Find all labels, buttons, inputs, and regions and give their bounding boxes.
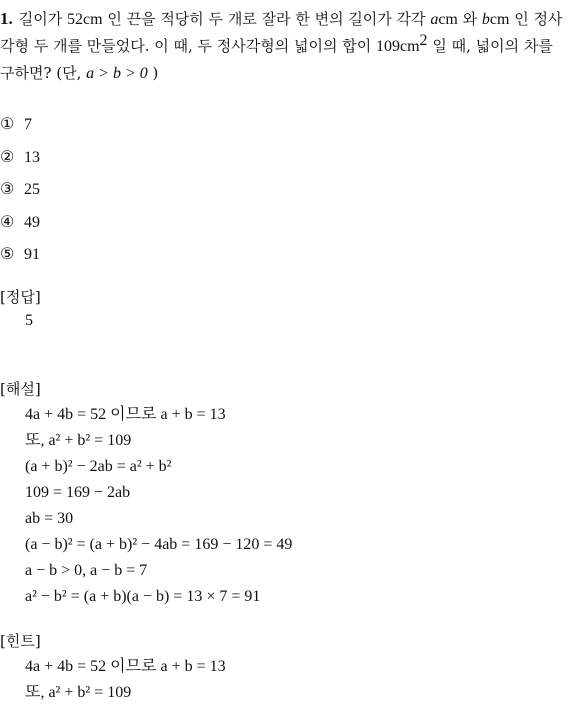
- question-number: 1.: [0, 9, 13, 28]
- solution-line: 4a + 4b = 52 이므로 a + b = 13: [25, 406, 226, 423]
- question-text: 1. 길이가 52cm 인 끈을 적당히 두 개로 잘라 한 변의 길이가 각각 acm 와 bcm 인 정사각형 두 개를 만들었다. 이 때, 두 정사각형의 넓이의 합이 $109cm^2$ 일 때, 넓이의 차를 구하면? (단, a > b > 0 ): [0, 9, 563, 82]
- choice-2[interactable]: [0, 141, 40, 174]
- choice-4[interactable]: [0, 206, 40, 239]
- choice-1[interactable]: [0, 108, 40, 141]
- choice-value: 7: [24, 116, 32, 133]
- choice-mark: ④: [0, 211, 15, 231]
- solution-line: 109 = 169 − 2ab: [25, 484, 131, 501]
- hint-line: 또, a² + b² = 109: [25, 684, 132, 701]
- solution-label: [해설]: [0, 380, 41, 398]
- choice-mark: ②: [0, 146, 15, 166]
- choice-value: 91: [24, 246, 40, 263]
- choice-mark: ③: [0, 179, 15, 198]
- solution-line: a − b > 0, a − b = 7: [25, 562, 148, 579]
- answer-value: 5: [25, 312, 33, 329]
- choice-mark: ⑤: [0, 244, 15, 263]
- choice-value: 49: [24, 213, 40, 231]
- solution-line: ab = 30: [25, 510, 74, 527]
- choice-value: 25: [24, 181, 40, 198]
- choice-list: [0, 108, 40, 271]
- solution-line: a² − b² = (a + b)(a − b) = 13 × 7 = 91: [25, 588, 261, 605]
- solution-line: 또, a² + b² = 109: [25, 432, 132, 449]
- hint-label: [힌트]: [0, 632, 41, 650]
- answer-label: [정답]: [0, 288, 41, 306]
- choice-value: 13: [24, 148, 40, 166]
- choice-3[interactable]: [0, 173, 40, 206]
- choice-mark: ①: [0, 114, 15, 133]
- solution-lines: [25, 402, 292, 610]
- hint-line: 4a + 4b = 52 이므로 a + b = 13: [25, 658, 226, 675]
- hint-lines: [25, 654, 226, 706]
- choice-5[interactable]: [0, 238, 40, 271]
- solution-line: (a + b)² − 2ab = a² + b²: [25, 458, 172, 475]
- solution-line: (a − b)² = (a + b)² − 4ab = 169 − 120 = 49: [25, 536, 293, 553]
